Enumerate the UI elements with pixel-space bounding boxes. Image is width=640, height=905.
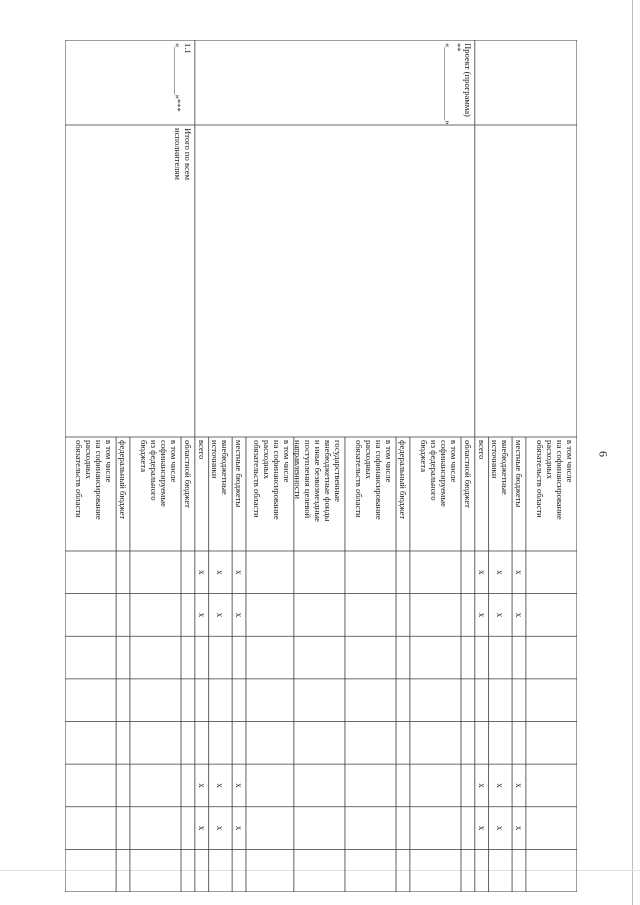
row-label — [197, 440, 207, 459]
x-mark: х — [495, 825, 506, 831]
row-label-line: расходных — [545, 440, 555, 479]
row-label — [139, 440, 179, 507]
x-mark: х — [476, 612, 487, 618]
row-label — [183, 440, 193, 508]
x-mark: х — [514, 612, 524, 618]
row-label-line: в том числе — [384, 440, 395, 483]
x-mark: х — [234, 783, 245, 788]
row-label — [514, 440, 524, 507]
row-label — [419, 440, 459, 507]
row-label-line: внебюджетные фонды — [322, 440, 333, 522]
row-label-line: в том числе — [565, 440, 575, 483]
row-label-line: в том числе — [169, 440, 180, 483]
x-mark: х — [215, 783, 226, 788]
row-label-line: местные бюджеты — [513, 440, 524, 508]
scan-edge-right — [632, 0, 633, 905]
row-label-line: и иные безвозмездные — [312, 440, 323, 522]
x-mark: х — [495, 783, 506, 788]
project-header-text: «_________________» — [442, 43, 453, 125]
row-label — [477, 440, 487, 459]
x-mark: х — [196, 783, 207, 788]
row-label — [398, 440, 408, 519]
project-header-text: Проект (программа) ** — [452, 43, 473, 117]
row-label-line: обязательств области — [74, 440, 85, 518]
row-label-line: обязательств области — [535, 440, 545, 518]
row-label — [74, 440, 114, 520]
row-label — [252, 440, 292, 520]
x-mark: х — [215, 612, 226, 618]
row-label-line: областной бюджет — [182, 440, 193, 508]
x-mark: х — [476, 825, 487, 831]
row-label-line: направленности — [292, 440, 303, 499]
x-mark: х — [476, 570, 487, 575]
x-mark: х — [196, 612, 207, 618]
budget-table — [65, 40, 577, 892]
x-mark: х — [196, 825, 207, 831]
row-label-line: в том числе — [448, 440, 459, 483]
row-label-line: на софинансирование — [555, 440, 565, 520]
executor-header-text: Итого по всем исполнителям — [172, 128, 193, 181]
row-label-line: в том числе — [104, 440, 115, 483]
x-mark: х — [476, 783, 487, 788]
row-label-line: федеральный бюджет — [397, 440, 408, 520]
x-mark: х — [495, 612, 506, 618]
item-header — [173, 43, 193, 122]
row-label-line: федеральный бюджет — [117, 440, 128, 520]
row-label-line: поступления целевой — [302, 440, 313, 519]
x-mark: х — [234, 570, 245, 575]
row-label-line: на софинансирование — [94, 440, 105, 520]
row-label — [293, 440, 343, 522]
x-mark: х — [514, 783, 524, 788]
row-label-line: областной бюджет — [462, 440, 473, 508]
x-mark: х — [234, 825, 245, 831]
row-label — [118, 440, 128, 519]
executor-header — [173, 128, 193, 188]
row-label-line: внебюджетные — [220, 440, 231, 495]
item-header-text: 1.1 «___________»*** — [172, 43, 193, 112]
row-label-line: на софинансирование — [271, 440, 282, 520]
row-label-line: из федерального — [149, 440, 160, 501]
row-label — [490, 440, 510, 495]
x-mark: х — [495, 570, 506, 575]
row-label-line: из федерального — [428, 440, 439, 501]
row-label — [535, 440, 575, 520]
row-label-line: местные бюджеты — [233, 440, 244, 508]
x-mark: х — [215, 570, 226, 575]
row-label-line: софинансируемые — [159, 440, 170, 507]
project-header — [442, 43, 473, 125]
row-label-line: расходных — [261, 440, 272, 479]
row-label-line: государственные — [332, 440, 343, 502]
row-label — [234, 440, 244, 507]
row-label-line: обязательств области — [354, 440, 365, 518]
row-label-line: расходных — [84, 440, 95, 479]
row-label — [354, 440, 394, 520]
row-label-line: внебюджетные — [500, 440, 511, 495]
row-label-line: бюджета — [139, 440, 150, 473]
page-number: 6 — [596, 451, 611, 457]
row-label-line: обязательств области — [251, 440, 262, 518]
row-label-line: всего — [196, 440, 207, 460]
x-mark: х — [196, 570, 207, 575]
x-mark: х — [514, 570, 524, 575]
row-label-line: на софинансирование — [374, 440, 385, 520]
row-label-line: софинансируемые — [438, 440, 449, 507]
row-label-line: всего — [476, 440, 487, 460]
row-label — [463, 440, 473, 508]
x-mark: х — [215, 825, 226, 831]
row-label-line: расходных — [364, 440, 375, 479]
x-mark: х — [234, 612, 245, 618]
row-label-line: источники — [210, 440, 221, 479]
row-label-line: бюджета — [418, 440, 429, 473]
row-label-line: источники — [490, 440, 501, 479]
x-mark: х — [514, 825, 524, 831]
row-label-line: в том числе — [281, 440, 292, 483]
row-label — [210, 440, 230, 495]
